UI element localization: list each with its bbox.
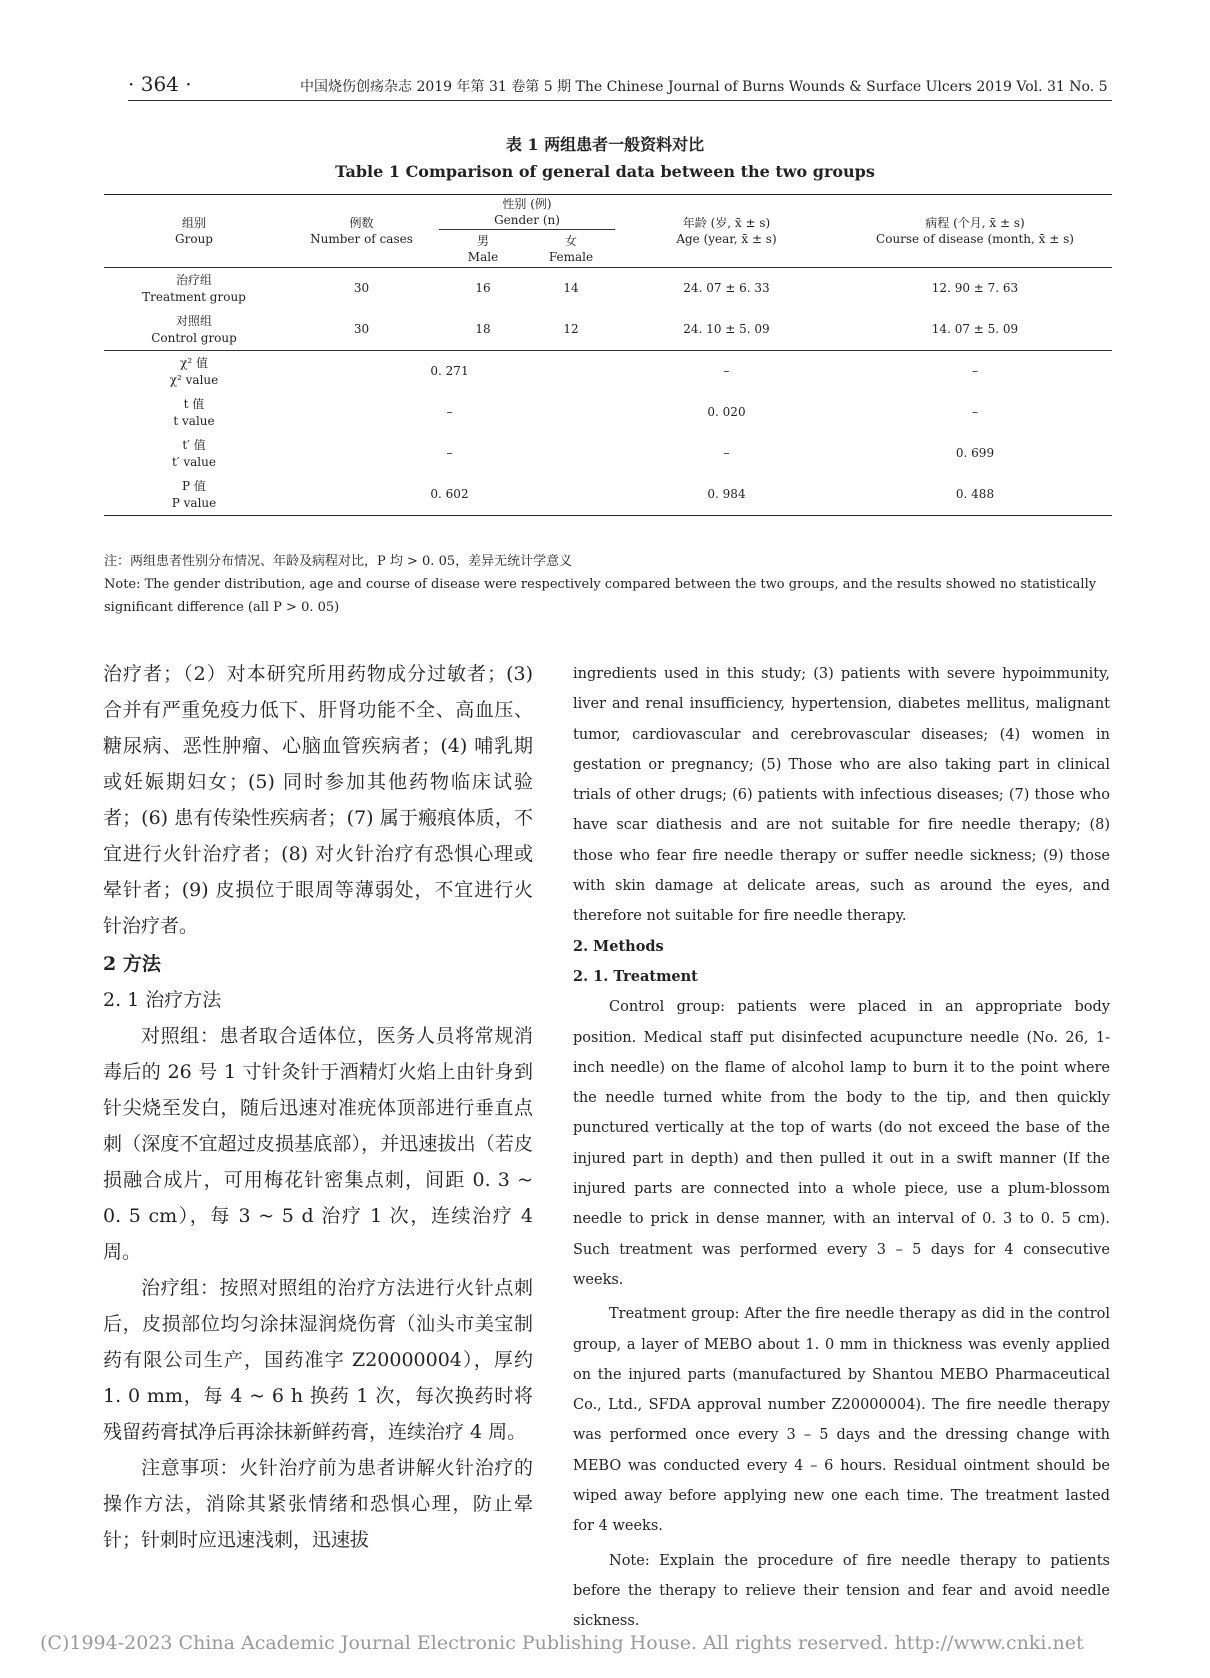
table-header-row — [104, 195, 1112, 230]
table-caption-cn: 表 1 两组患者一般资料对比 — [505, 135, 705, 154]
data-table — [104, 194, 1112, 516]
table-row: 对照组 Control group 30 18 12 24. 10 ± 5. 09 14. 07 ± 5. 09 — [151, 314, 1019, 345]
table-caption-en: Table 1 Comparison of general data between the two groups — [335, 162, 875, 181]
header-cases: 例数 Number of cases — [284, 195, 439, 268]
paragraph: ingredients used in this study; (3) patients with severe hypoimmunity, liver and renal insufficiency, hypertension, diabetes mellitus, malignant tumor, cardiovascular and cerebrovascular diseases; (4) women in gestation or pregnancy; (5) Those who are also taking part in clinical trials of other drugs; (6) patients with infectious diseases; (7) those who have scar diathesis and are not suitable for fire needle therapy; (8) those who fear fire needle therapy or suffer needle sickness; (9) those with skin damage at delicate areas, such as around the eyes, and therefore not suitable for fire needle therapy. — [573, 666, 1110, 925]
stat-row: t′ 值 t′ value – – 0. 699 — [172, 438, 995, 469]
subsection-heading: 2. 1 治疗方法 — [103, 989, 222, 1011]
stat-row: P 值 P value 0. 602 0. 984 0. 488 — [104, 474, 1112, 516]
stat-row: χ² 值 χ² value 0. 271 – – — [104, 351, 1112, 393]
page-number: · 364 · — [128, 72, 192, 96]
paragraph: 对照组：患者取合适体位，医务人员将常规消毒后的 26 号 1 寸针灸针于酒精灯火焰上由针身到针尖烧至发白，随后迅速对准疣体顶部进行垂直点刺（深度不宜超过皮损基底部），并迅速拔出（若皮损融合成片，可用梅花针密集点刺，间距 0. 3 ~ 0. 5 cm），每 3 ~ 5 d 治疗 1 次，连续治疗 4 周。 — [103, 1025, 533, 1263]
section-heading: 2. Methods — [573, 937, 664, 955]
paragraph: 注意事项：火针治疗前为患者讲解火针治疗的操作方法，消除其紧张情绪和恐惧心理，防止晕针；针刺时应迅速浅刺，迅速拔 — [103, 1457, 533, 1551]
table-note-cn: 注：两组患者性别分布情况、年龄及病程对比，P 均 > 0. 05，差异无统计学意义 — [104, 554, 573, 569]
stat-row: t 值 t value – 0. 020 – — [173, 397, 978, 428]
header-age: 年龄 (岁, x̄ ± s) Age (year, x̄ ± s) — [615, 195, 838, 268]
paragraph: Control group: patients were placed in an appropriate body position. Medical staff put disinfected acupuncture needle (No. 26, 1-inch needle) on the flame of alcohol lamp to burn it to the point where the needle turned white from the body to the tip, and then quickly punctured vertically at the top of warts (do not exceed the base of the injured part in depth) and then pulled it out in a swift manner (If the injured parts are connected into a whole piece, use a plum-blossom needle to prick in dense manner, with an interval of 0. 3 to 0. 5 cm). Such treatment was performed every 3 – 5 days for 4 consecutive weeks. — [573, 999, 1110, 1288]
paragraph: 治疗组：按照对照组的治疗方法进行火针点刺后，皮损部位均匀涂抹湿润烧伤膏（汕头市美宝制药有限公司生产，国药准字 Z20000004），厚约 1. 0 mm，每 4 ~ 6 h 换药 1 次，每次换药时将残留药膏拭净后再涂抹新鲜药膏，连续治疗 4 周。 — [103, 1277, 533, 1443]
header-course: 病程 (个月, x̄ ± s) Course of disease (month, x̄ ± s) — [838, 195, 1112, 268]
subsection-heading: 2. 1. Treatment — [573, 967, 698, 985]
running-title: 中国烧伤创疡杂志 2019 年第 31 卷第 5 期 The Chinese Journal of Burns Wounds & Surface Ulcers 2019 Vol. 31 No. 5 — [300, 79, 1108, 95]
copyright-footer: (C)1994-2023 China Academic Journal Electronic Publishing House. All rights reserved. http://www.cnki.net — [40, 1632, 1084, 1654]
header-male: 男 Male — [439, 230, 527, 268]
header-female: 女 Female — [527, 230, 615, 268]
header-rule — [128, 100, 1112, 101]
paragraph: Treatment group: After the fire needle therapy as did in the control group, a layer of MEBO about 1. 0 mm in thickness was evenly applied on the injured parts (manufactured by Shantou MEBO Pharmaceutical Co., Ltd., SFDA approval number Z20000004). The fire needle therapy was performed once every 3 – 5 days and the dressing change with MEBO was conducted every 4 – 6 hours. Residual ointment should be wiped away before applying new one each time. The treatment lasted for 4 weeks. — [573, 1306, 1110, 1535]
header-group: 组别 Group — [104, 195, 284, 268]
left-column — [103, 656, 533, 1558]
table-row: 治疗组 Treatment group 30 16 14 24. 07 ± 6. 33 12. 90 ± 7. 63 — [104, 268, 1112, 310]
table-note-en: Note: The gender distribution, age and course of disease were respectively compared between the two groups, and the results showed no statistically significant difference (all P > 0. 05) — [104, 577, 1097, 615]
paragraph: 治疗者；（2）对本研究所用药物成分过敏者；(3) 合并有严重免疫力低下、肝肾功能不全、高血压、糖尿病、恶性肿瘤、心脑血管疾病者；(4) 哺乳期或妊娠期妇女；(5) 同时参加其他药物临床试验者；(6) 患有传染性疾病者；(7) 属于瘢痕体质，不宜进行火针治疗者；(8) 对火针治疗有恐惧心理或晕针者；(9) 皮损位于眼周等薄弱处，不宜进行火针治疗者。 — [103, 663, 533, 937]
right-column — [573, 659, 1110, 1637]
header-gender: 性别 (例) Gender (n) — [439, 195, 615, 230]
paragraph: Note: Explain the procedure of fire needle therapy to patients before the therapy to relieve their tension and fear and avoid needle sickness. — [573, 1552, 1110, 1630]
section-heading: 2 方法 — [103, 953, 161, 975]
